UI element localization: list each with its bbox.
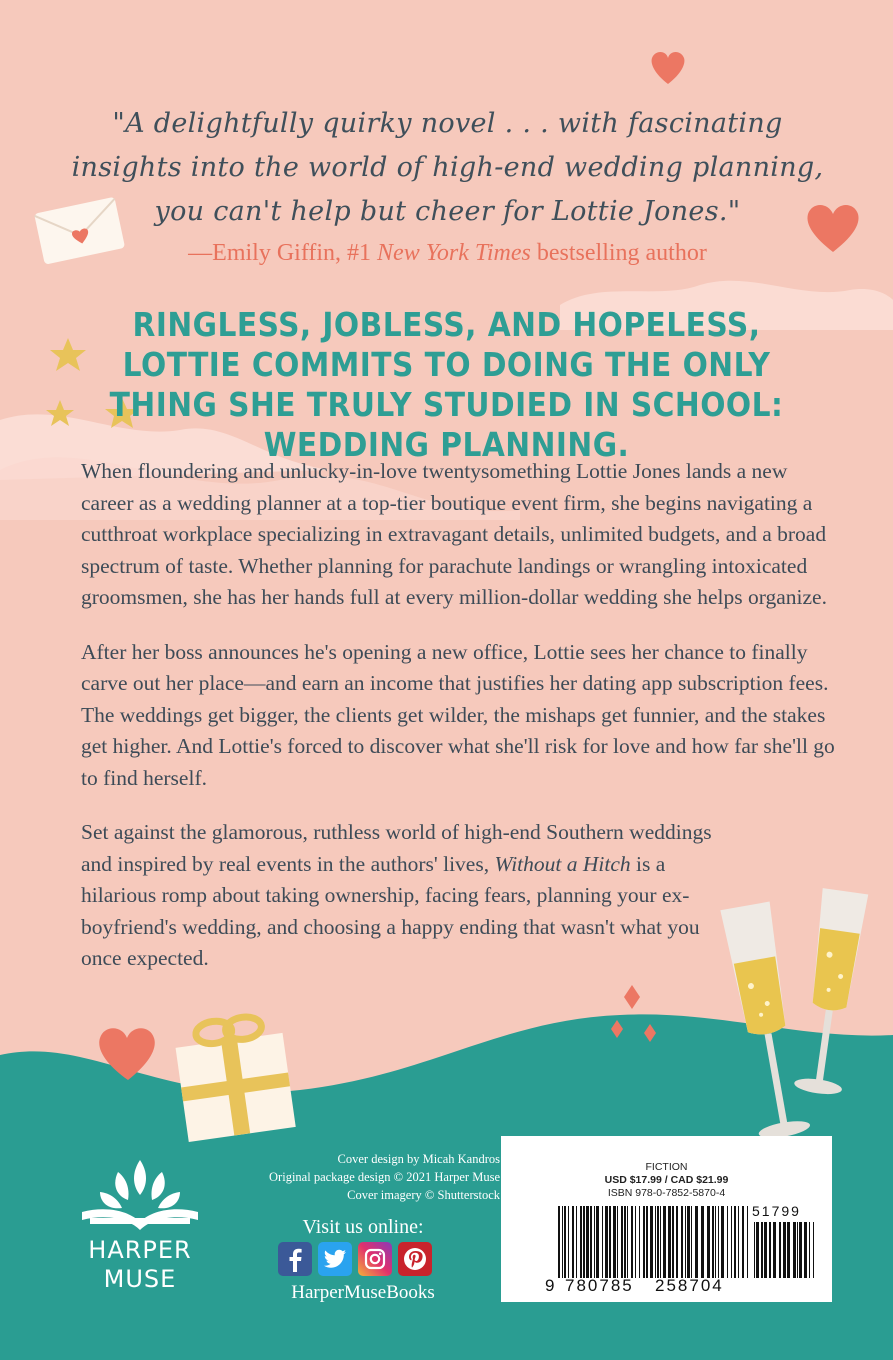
barcode-bar bbox=[650, 1206, 653, 1278]
gift-icon bbox=[173, 1012, 296, 1142]
barcode-bar bbox=[793, 1222, 796, 1278]
barcode-bar bbox=[617, 1206, 618, 1278]
barcode-isbn: ISBN 978-0-7852-5870-4 bbox=[607, 1187, 726, 1199]
barcode-bar bbox=[613, 1206, 616, 1278]
synopsis-paragraph-2: After her boss announces he's opening a new office, Lottie sees her chance to finally carve out her place—and earn an income that justifies her dating app subscription fees. The weddings get bigger, the clients get wilder, the mishaps get funnier, and the stakes get higher. And Lottie's forced to discover what she'll risk for love and how far she'll go to find herself. bbox=[81, 639, 835, 790]
barcode-bar bbox=[787, 1222, 790, 1278]
paragraph-3-end: is a hilarious romp about taking ownership, facing fears, planning your ex-boyfriend's wedding, and choosing a happy ending that wasn't what you once expected. bbox=[81, 851, 700, 970]
barcode-bar bbox=[635, 1206, 636, 1278]
barcode-bar bbox=[624, 1206, 626, 1278]
barcode-bar bbox=[627, 1206, 628, 1278]
barcode-bar bbox=[685, 1206, 686, 1278]
barcode-bar bbox=[761, 1222, 763, 1278]
barcode-bar bbox=[558, 1206, 560, 1278]
attribution-prefix: —Emily Giffin, #1 bbox=[188, 240, 378, 266]
publisher-name bbox=[65, 1236, 215, 1294]
social-handle[interactable]: HarperMuseBooks bbox=[291, 1282, 435, 1303]
isbn-barcode bbox=[558, 1206, 748, 1278]
barcode-digit-group-1: 780785 bbox=[565, 1276, 634, 1295]
barcode-bar bbox=[621, 1206, 623, 1278]
barcode-bar bbox=[572, 1206, 574, 1278]
barcode-bar bbox=[681, 1206, 683, 1278]
barcode-bar bbox=[594, 1206, 595, 1278]
barcode-bar bbox=[643, 1206, 645, 1278]
paragraph-3-start: Set against the glamorous, ruthless world of high-end Southern weddings and inspired by real events in the authors' lives, bbox=[81, 820, 712, 876]
star-icon bbox=[50, 338, 86, 371]
barcode-bar bbox=[773, 1222, 776, 1278]
barcode-bar bbox=[672, 1206, 674, 1278]
barcode-bar bbox=[655, 1206, 656, 1278]
credit-line: Cover design by Micah Kandros bbox=[337, 1152, 500, 1166]
barcode-bar bbox=[747, 1206, 748, 1278]
barcode-bar bbox=[639, 1206, 640, 1278]
visit-online-label: Visit us online: bbox=[302, 1216, 424, 1238]
barcode-panel bbox=[501, 1136, 832, 1302]
barcode-bar bbox=[568, 1206, 569, 1278]
barcode-category: FICTION bbox=[645, 1161, 688, 1173]
social-icons bbox=[278, 1242, 432, 1276]
barcode-bar bbox=[676, 1206, 678, 1278]
barcode-bar bbox=[687, 1206, 690, 1278]
barcode-bar bbox=[799, 1222, 802, 1278]
barcode-bar bbox=[804, 1222, 807, 1278]
barcode-bar bbox=[605, 1206, 608, 1278]
synopsis-paragraph-3 bbox=[81, 817, 721, 975]
attribution-publication: New York Times bbox=[377, 240, 531, 266]
barcode-bar bbox=[657, 1206, 659, 1278]
barcode-first-digit: 9 bbox=[545, 1276, 555, 1295]
barcode-bar bbox=[596, 1206, 599, 1278]
credit-line: Cover imagery © Shutterstock bbox=[347, 1188, 500, 1202]
publisher-name-line1: HARPER bbox=[88, 1236, 192, 1264]
barcode-bar bbox=[813, 1222, 814, 1278]
barcode-bar bbox=[562, 1206, 563, 1278]
barcode-bar bbox=[731, 1206, 732, 1278]
synopsis bbox=[81, 456, 841, 998]
barcode-bar bbox=[715, 1206, 716, 1278]
barcode-bar bbox=[721, 1206, 724, 1278]
barcode-bar bbox=[754, 1222, 755, 1278]
book-title: Without a Hitch bbox=[494, 851, 631, 876]
barcode-bar bbox=[756, 1222, 759, 1278]
barcode-bar bbox=[586, 1206, 589, 1278]
barcode-bar bbox=[718, 1206, 719, 1278]
barcode-bar bbox=[583, 1206, 585, 1278]
barcode-bar bbox=[797, 1222, 798, 1278]
barcode-bar bbox=[809, 1222, 810, 1278]
twitter-icon[interactable] bbox=[318, 1242, 352, 1276]
barcode-bar bbox=[695, 1206, 698, 1278]
instagram-icon[interactable] bbox=[358, 1242, 392, 1276]
barcode-bar bbox=[602, 1206, 603, 1278]
barcode-bar bbox=[742, 1206, 744, 1278]
barcode-bar bbox=[609, 1206, 611, 1278]
barcode-bar bbox=[701, 1206, 704, 1278]
barcode-bar bbox=[631, 1206, 633, 1278]
barcode-bar bbox=[707, 1206, 710, 1278]
quote-attribution bbox=[60, 240, 835, 267]
barcode-bar bbox=[738, 1206, 739, 1278]
facebook-icon[interactable] bbox=[278, 1242, 312, 1276]
barcode-bar bbox=[783, 1222, 786, 1278]
synopsis-paragraph-1: When floundering and unlucky-in-love twentysomething Lottie Jones lands a new career as a wedding planner at a top-tier boutique event firm, she begins navigating a cutthroat workplace specializing in extravagant details, unlimited budgets, and a broad spectrum of taste. Whether planning for parachute landings or wrangling intoxicated groomsmen, she has her hands full at every million-dollar wedding she helps organize. bbox=[81, 459, 827, 609]
barcode-bar bbox=[564, 1206, 566, 1278]
pinterest-icon[interactable] bbox=[398, 1242, 432, 1276]
barcode-bar bbox=[580, 1206, 582, 1278]
attribution-suffix: bestselling author bbox=[530, 240, 707, 266]
barcode-bar bbox=[660, 1206, 661, 1278]
barcode-bar bbox=[712, 1206, 714, 1278]
barcode-bar bbox=[576, 1206, 577, 1278]
barcode-bar bbox=[646, 1206, 648, 1278]
barcode-bar bbox=[779, 1222, 781, 1278]
endorsement-quote: "A delightfully quirky novel . . . with fascinating insights into the world of high-end wedding planning, you can't help but cheer for Lottie Jones." bbox=[71, 108, 824, 227]
barcode-bar bbox=[734, 1206, 736, 1278]
publisher-name-line2: MUSE bbox=[103, 1265, 177, 1293]
credit-line: Original package design © 2021 Harper Muse bbox=[269, 1170, 500, 1184]
barcode-digit-group-2: 258704 bbox=[655, 1276, 724, 1295]
barcode-bar bbox=[764, 1222, 767, 1278]
barcode-bar bbox=[668, 1206, 671, 1278]
barcode-bar bbox=[769, 1222, 771, 1278]
barcode-bar bbox=[727, 1206, 728, 1278]
heart-icon bbox=[652, 52, 685, 84]
barcode-addon-digits: 51799 bbox=[752, 1203, 801, 1219]
addon-barcode bbox=[754, 1222, 814, 1278]
headline: RINGLESS, JOBLESS, AND HOPELESS, LOTTIE COMMITS TO DOING THE ONLY THING SHE TRULY STUDIED IN SCHOOL: WEDDING PLANNING. bbox=[109, 305, 784, 464]
barcode-bar bbox=[691, 1206, 692, 1278]
barcode-price: USD $17.99 / CAD $21.99 bbox=[604, 1174, 729, 1186]
barcode-bar bbox=[663, 1206, 666, 1278]
barcode-bar bbox=[590, 1206, 592, 1278]
design-credits bbox=[240, 1150, 500, 1204]
